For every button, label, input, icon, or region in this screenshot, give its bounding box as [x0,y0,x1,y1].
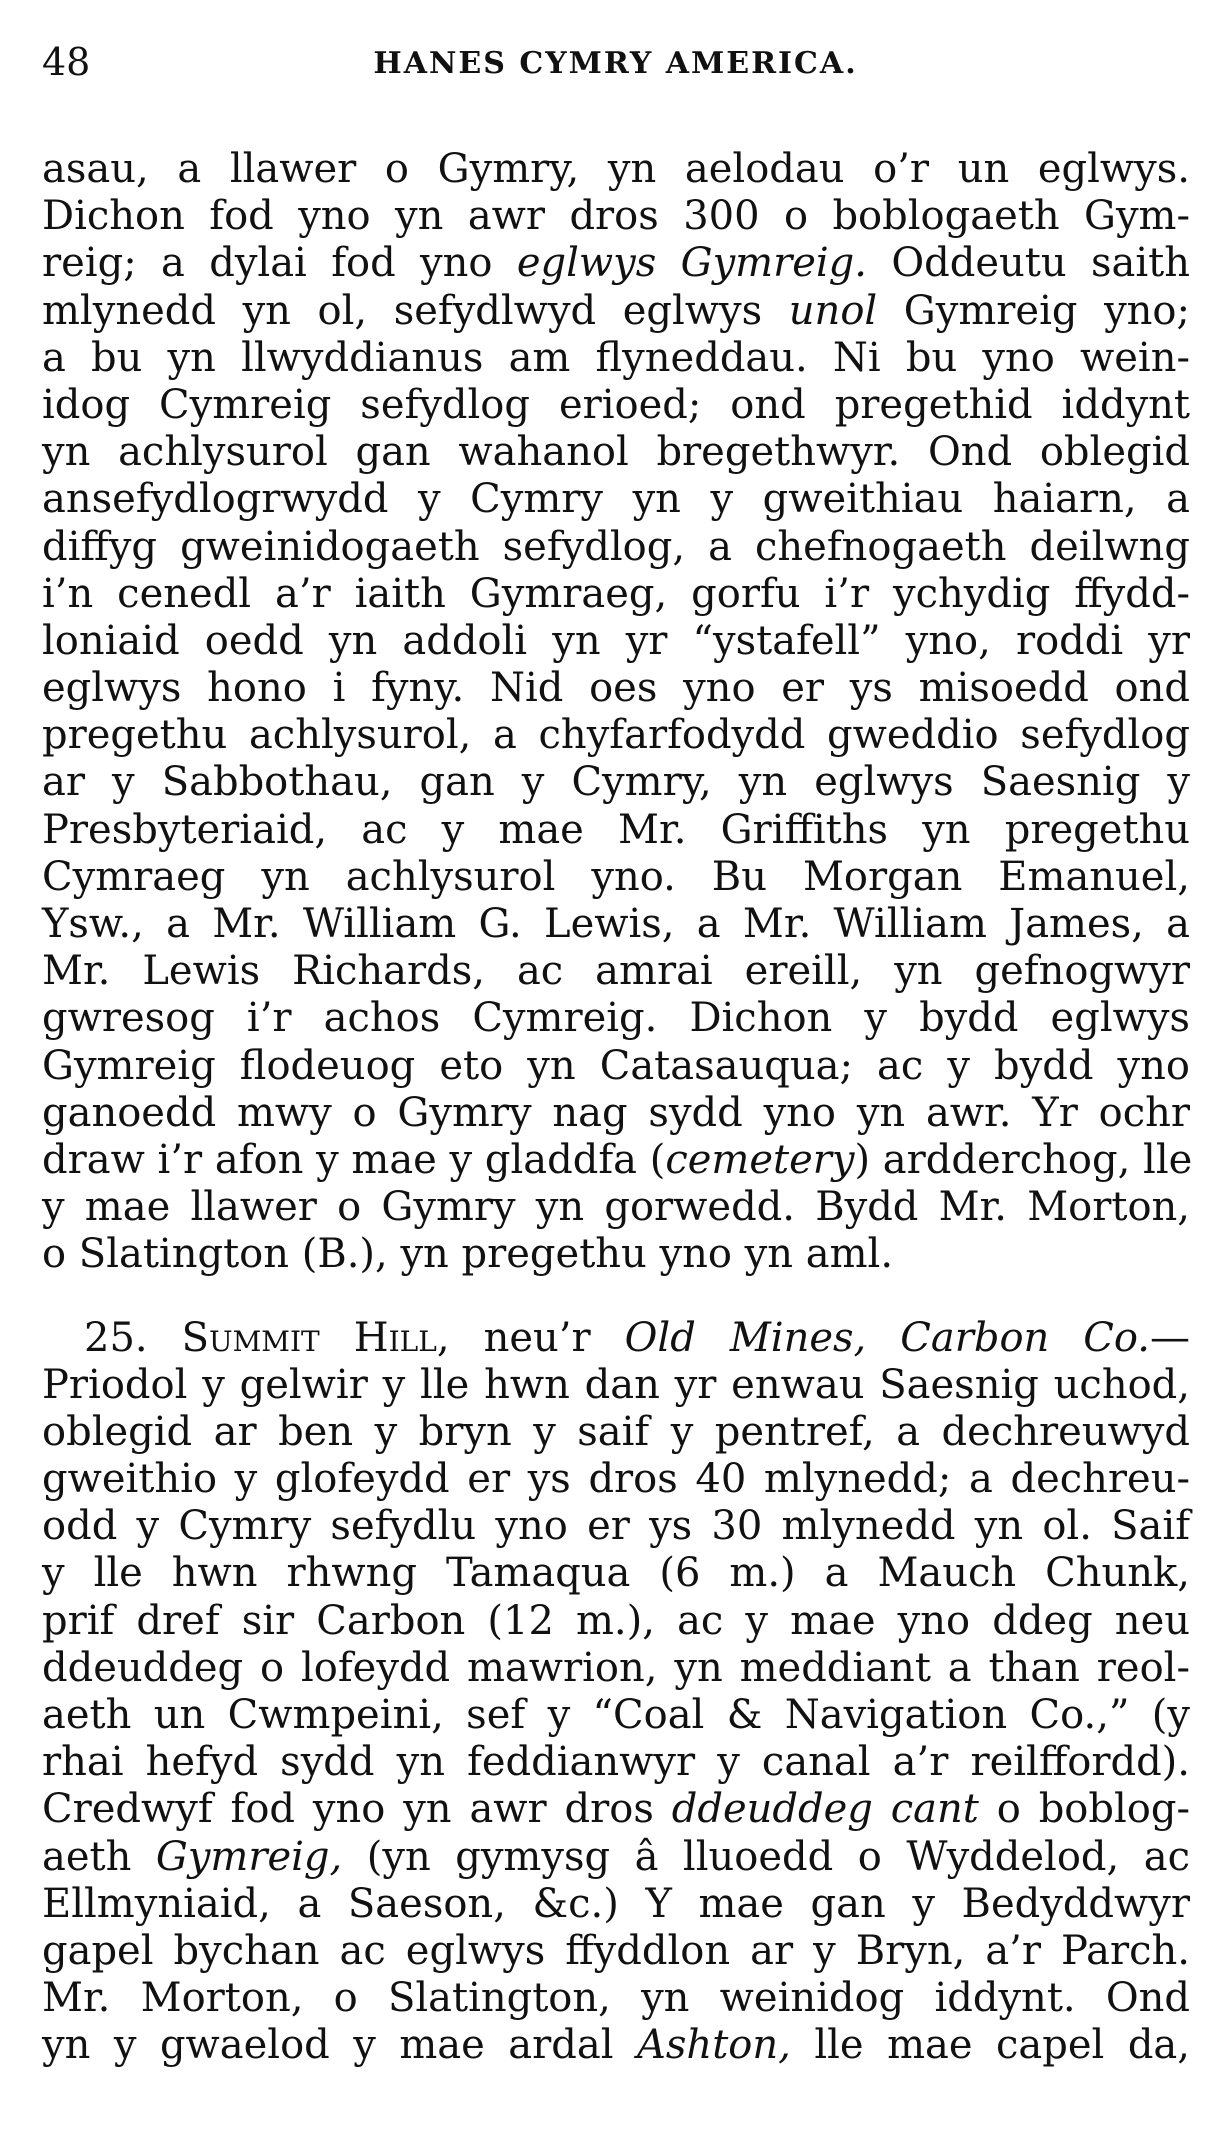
text-line: gapel bychan ac eglwys ffyddlon ar y Bryn, a’r Parch. [42,1927,1190,1974]
text-line: draw i’r afon y mae y gladdfa (cemetery) ardderchog, lle [42,1136,1193,1183]
text-line: rhai hefyd sydd yn feddianwyr y canal a’r reilffordd). [42,1739,1190,1786]
text-line: odd y Cymry sefydlu yno er ys 30 mlynedd yn ol. Saif [42,1503,1190,1550]
text-line: ddeuddeg o lofeydd mawrion, yn meddiant a than reol- [42,1644,1190,1691]
italic-text: unol [788,287,878,334]
text-line: Dichon fod yno yn awr dros 300 o boblogaeth Gym- [42,193,1190,240]
text-line: asau, a llawer o Gymry, yn aelodau o’r un eglwys. [42,146,1190,192]
text-line: Presbyteriaid, ac y mae Mr. Griffiths yn pregethu [42,806,1190,853]
page-header [42,40,1189,86]
text-line: yn y gwaelod y mae ardal Ashton, lle mae capel da, [42,2022,1190,2069]
text-line: yn achlysurol gan wahanol bregethwyr. Ond oblegid [42,429,1190,476]
body-text [42,146,1193,2070]
text-line: oblegid ar ben y bryn y saif y pentref, a dechreuwyd [42,1408,1190,1455]
text-line: gweithio y glofeydd er ys dros 40 mlynedd; a dechreu- [42,1456,1190,1503]
text-line: loniaid oedd yn addoli yn yr “ystafell” yno, roddi yr [42,617,1190,664]
text-line: o Slatington (B.), yn pregethu yno yn aml. [42,1231,894,1278]
text-line: aeth Gymreig, (yn gymysg â lluoedd o Wyddelod, ac [42,1833,1190,1880]
section-heading-line: 25. Summit Hill, neu’r Old Mines, Carbon Co.— [84,1314,1191,1361]
text-line: pregethu achlysurol, a chyfarfodydd gweddio sefydlog [42,712,1190,759]
text-line: reig; a dylai fod yno eglwys Gymreig. Oddeutu saith [42,240,1190,287]
text-line: i’n cenedl a’r iaith Gymraeg, gorfu i’r ychydig ffydd- [42,570,1190,617]
text-line: diffyg gweinidogaeth sefydlog, a chefnogaeth deilwng [42,523,1190,570]
text-line: ansefydlogrwydd y Cymry yn y gweithiau haiarn, a [42,476,1190,523]
text-line: eglwys hono i fyny. Nid oes yno er ys misoedd ond [42,665,1190,712]
place-name: Summit Hill, [181,1314,450,1361]
text-line: y lle hwn rhwng Tamaqua (6 m.) a Mauch Chunk, [42,1550,1190,1597]
italic-text: cemetery [665,1136,855,1183]
text-line: Gymreig flodeuog eto yn Catasauqua; ac y bydd yno [42,1042,1190,1089]
text-line: ar y Sabbothau, gan y Cymry, yn eglwys Saesnig y [42,759,1190,806]
text-line: Ellmyniaid, a Saeson, &c.) Y mae gan y Bedyddwyr [42,1880,1190,1927]
text-line: Mr. Lewis Richards, ac amrai ereill, yn gefnogwyr [42,948,1190,995]
section-number: 25. [84,1314,148,1361]
italic-text: ddeuddeg cant [671,1786,979,1833]
text-line: Cymraeg yn achlysurol yno. Bu Morgan Emanuel, [42,853,1190,900]
paragraph-summit-hill [42,1315,1190,2070]
page-number: 48 [42,40,91,84]
text-line: y mae llawer o Gymry yn gorwedd. Bydd Mr. Morton, [42,1184,1190,1231]
alt-place-name: Old Mines, Carbon Co. [624,1314,1151,1361]
text-line: Priodol y gelwir y lle hwn dan yr enwau Saesnig uchod, [42,1361,1190,1408]
text-line: aeth un Cwmpeini, sef y “Coal & Navigation Co.,” (y [42,1692,1190,1738]
text-line: Credwyf fod yno yn awr dros ddeuddeg cant o boblog- [42,1786,1190,1833]
text-line: Mr. Morton, o Slatington, yn weinidog iddynt. Ond [42,1975,1190,2022]
text-line: gwresog i’r achos Cymreig. Dichon y bydd eglwys [42,995,1190,1042]
text-line: mlynedd yn ol, sefydlwyd eglwys unol Gymreig yno; [42,287,1190,334]
text-line: a bu yn llwyddianus am flyneddau. Ni bu yno wein- [42,334,1190,381]
italic-text: Ashton, [637,2022,791,2069]
text-line: ganoedd mwy o Gymry nag sydd yno yn awr. Yr ochr [42,1089,1190,1136]
running-title: HANES CYMRY AMERICA. [373,46,858,81]
text-line: idog Cymreig sefydlog erioed; ond pregethid iddynt [42,381,1190,428]
paragraph-catasauqua [42,146,1193,1279]
italic-text: eglwys Gymreig. [516,240,867,287]
text-line: Ysw., a Mr. William G. Lewis, a Mr. William James, a [42,901,1190,947]
text-line: prif dref sir Carbon (12 m.), ac y mae yno ddeg neu [42,1597,1190,1644]
paragraph-gap [42,1279,1190,1315]
italic-text: Gymreig, [155,1833,343,1880]
